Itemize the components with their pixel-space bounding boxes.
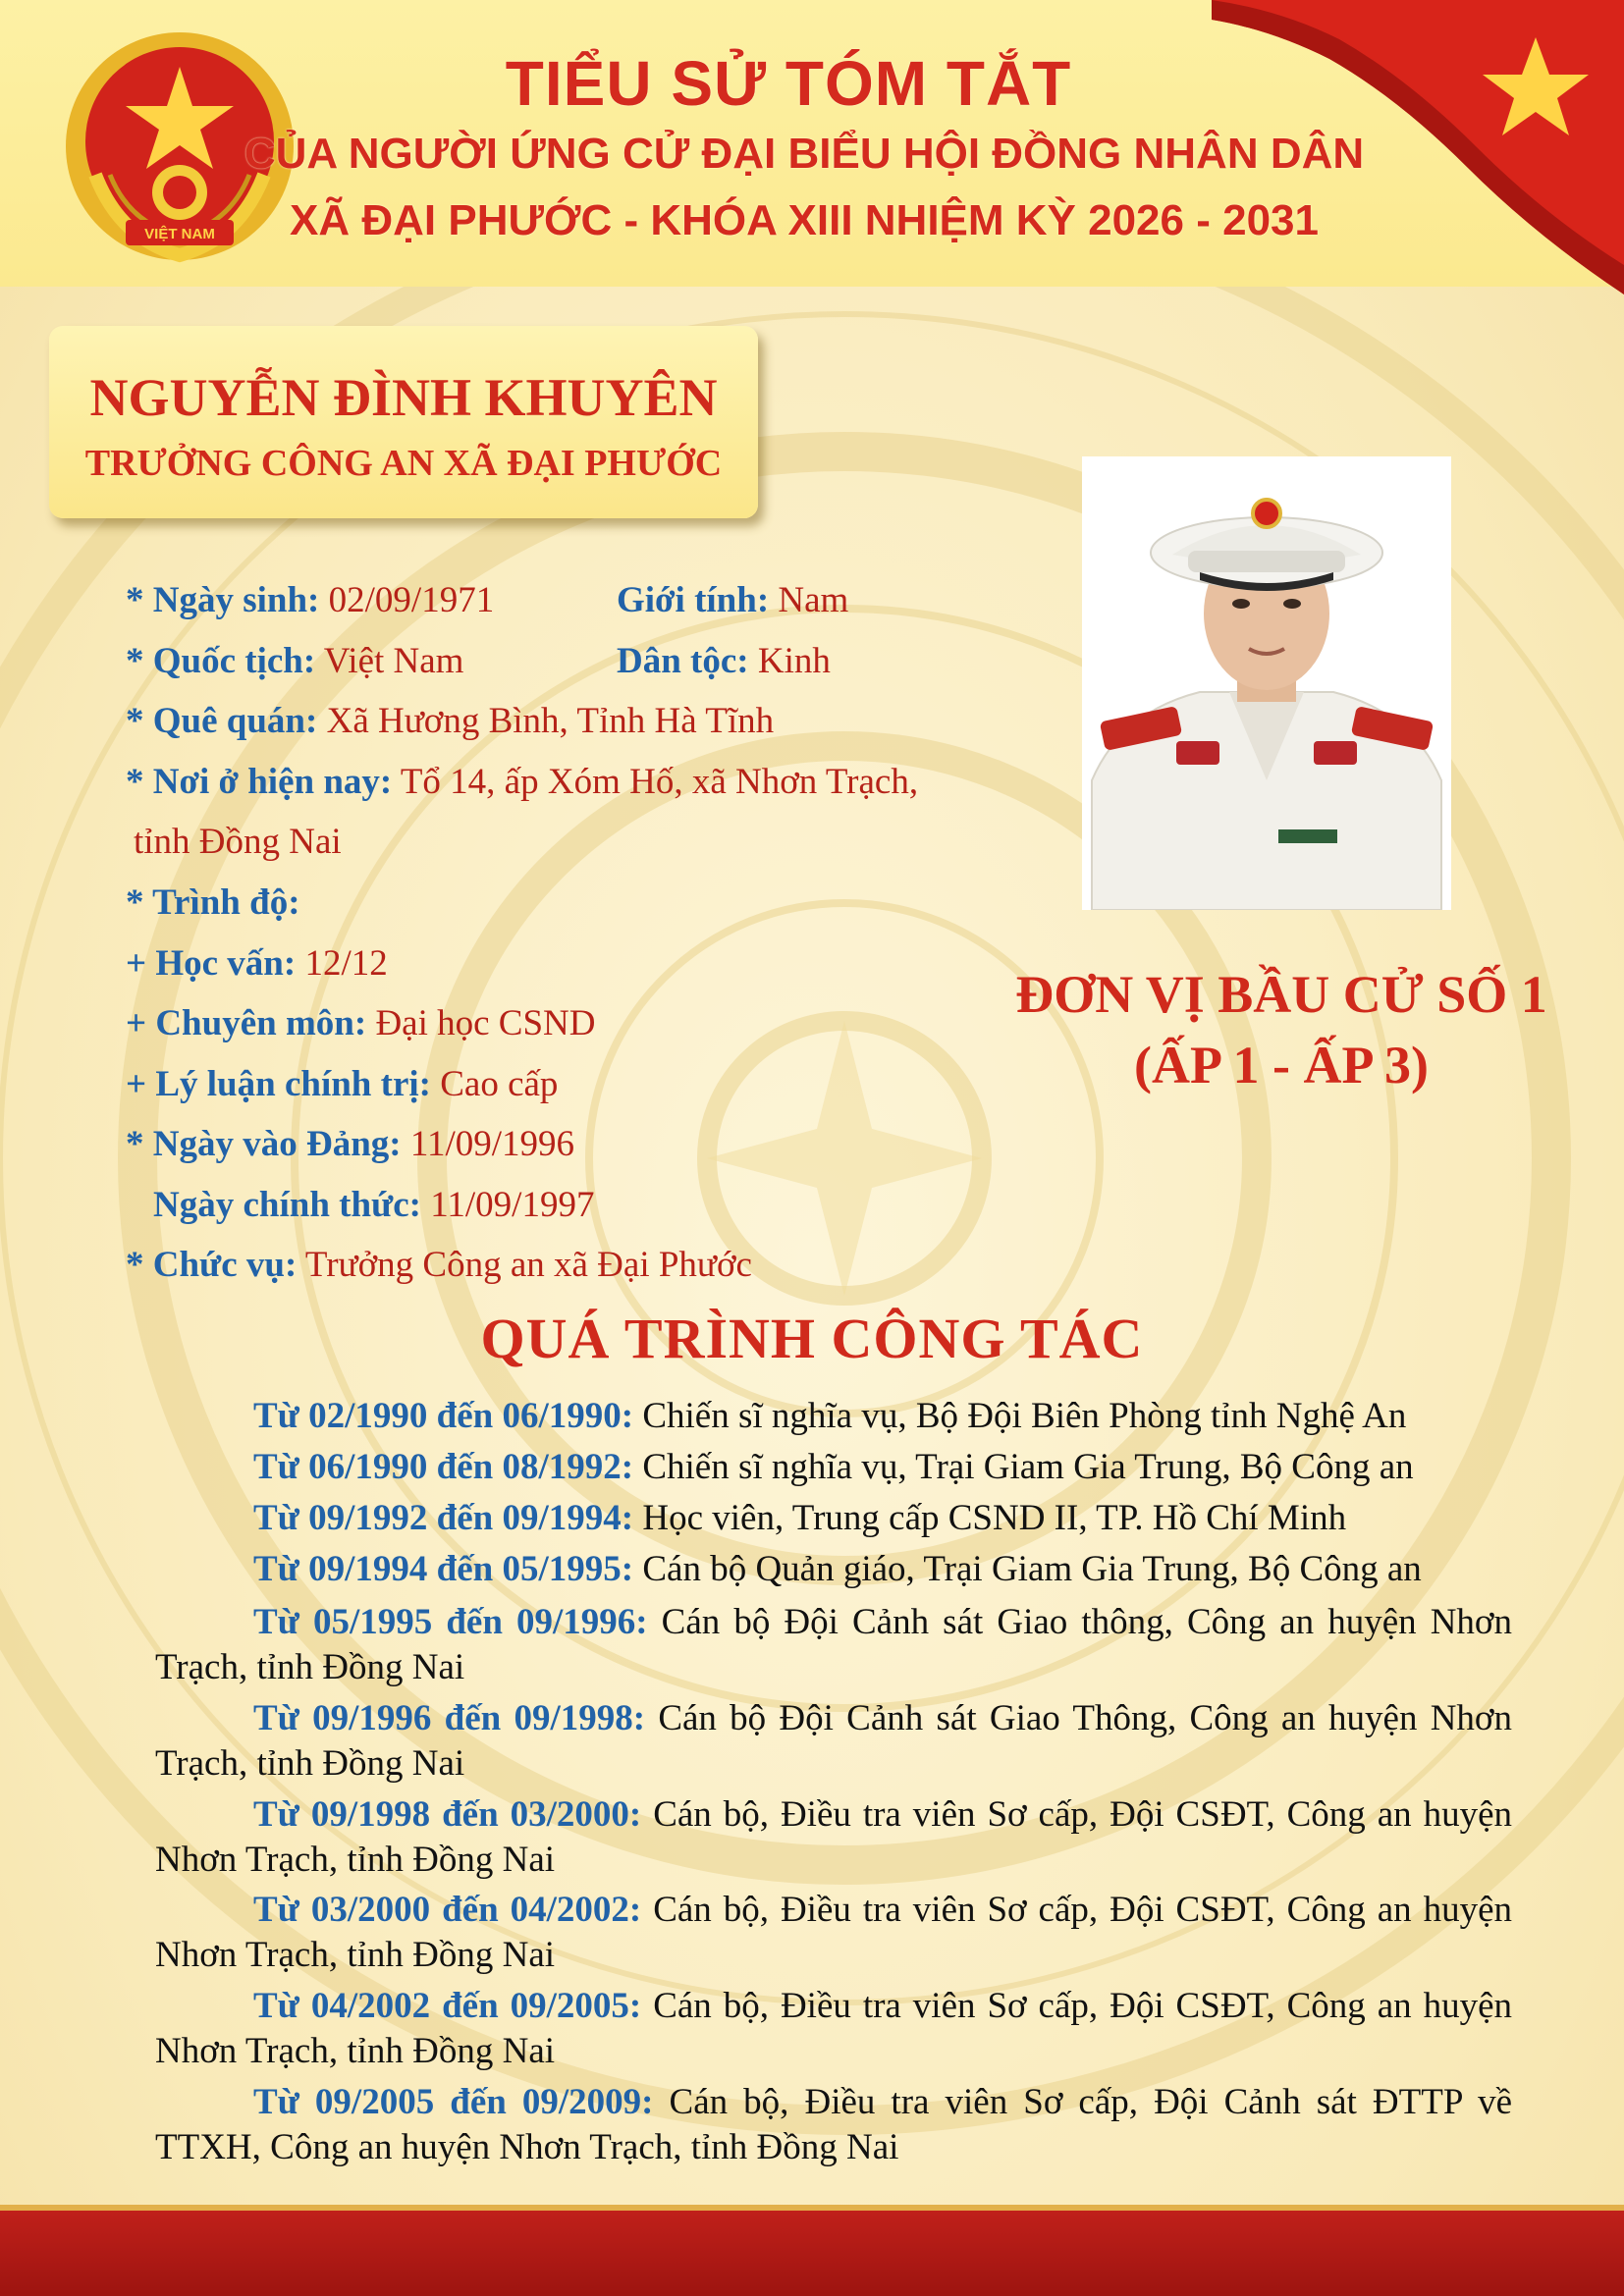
emblem-text: VIỆT NAM	[144, 226, 215, 242]
hometown-value: Xã Hương Bình, Tỉnh Hà Tĩnh	[326, 701, 775, 741]
electoral-unit-subtitle: (ẤP 1 - ẤP 3)	[1134, 1036, 1429, 1095]
gender-value: Nam	[778, 580, 849, 620]
header-subtitle-1: CỦA NGƯỜI ỨNG CỬ ĐẠI BIỂU HỘI ĐỒNG NHÂN DÂN	[244, 130, 1365, 178]
residence-value-2: tỉnh Đồng Nai	[134, 822, 342, 862]
info-row-ethnicity	[617, 640, 831, 682]
info-row-level	[126, 881, 300, 924]
work-item: Từ 09/1998 đến 03/2000: Cán bộ, Điều tra viên Sơ cấp, Đội CSĐT, Công an huyện Nhơn Trạch, tỉnh Đồng Nai	[155, 1794, 1513, 1880]
info-row-hometown	[126, 700, 774, 742]
candidate-name: NGUYỄN ĐÌNH KHUYÊN	[89, 368, 718, 427]
work-item: Từ 04/2002 đến 09/2005: Cán bộ, Điều tra viên Sơ cấp, Đội CSĐT, Công an huyện Nhơn Trạch, tỉnh Đồng Nai	[155, 1986, 1513, 2071]
work-item: Từ 02/1990 đến 06/1990: Chiến sĩ nghĩa vụ, Bộ Đội Biên Phòng tỉnh Nghệ An	[253, 1396, 1407, 1436]
education-value: 12/12	[304, 943, 388, 984]
nationality-value: Việt Nam	[323, 641, 464, 681]
info-row-nationality	[126, 640, 463, 682]
work-item: Từ 09/2005 đến 09/2009: Cán bộ, Điều tra viên Sơ cấp, Đội Cảnh sát ĐTTP về TTXH, Công an huyện Nhơn Trạch, tỉnh Đồng Nai	[155, 2082, 1513, 2167]
party-label: * Ngày vào Đảng:	[126, 1124, 402, 1164]
footer-band	[0, 2211, 1624, 2296]
nationality-label: * Quốc tịch:	[126, 641, 316, 681]
info-row-politics	[126, 1063, 558, 1105]
work-item: Từ 09/1994 đến 05/1995: Cán bộ Quản giáo, Trại Giam Gia Trung, Bộ Công an	[253, 1549, 1422, 1589]
candidate-position: TRƯỞNG CÔNG AN XÃ ĐẠI PHƯỚC	[84, 443, 723, 484]
electoral-unit-title: ĐƠN VỊ BẦU CỬ SỐ 1	[1015, 965, 1547, 1024]
level-label: * Trình độ:	[126, 882, 300, 923]
ethnicity-value: Kinh	[757, 641, 831, 681]
header-subtitle-2: XÃ ĐẠI PHƯỚC - KHÓA XIII NHIỆM KỲ 2026 - 2031	[290, 196, 1319, 244]
candidate-portrait	[1082, 456, 1451, 910]
work-item: Từ 06/1990 đến 08/1992: Chiến sĩ nghĩa vụ, Trại Giam Gia Trung, Bộ Công an	[253, 1447, 1414, 1487]
info-row-role	[126, 1244, 752, 1286]
education-label: + Học vấn:	[126, 943, 297, 984]
info-row-residence	[126, 761, 918, 803]
specialty-label: + Chuyên môn:	[126, 1003, 367, 1043]
specialty-value: Đại học CSND	[375, 1003, 596, 1043]
official-label: Ngày chính thức:	[153, 1185, 422, 1225]
header-title: TIỂU SỬ TÓM TẮT	[505, 48, 1072, 119]
residence-value: Tổ 14, ấp Xóm Hố, xã Nhơn Trạch,	[400, 762, 919, 802]
politics-label: + Lý luận chính trị:	[126, 1064, 431, 1104]
info-row-official	[153, 1184, 594, 1226]
info-row-education	[126, 942, 388, 985]
candidate-name-box	[49, 326, 758, 518]
dob-value: 02/09/1971	[328, 580, 495, 620]
info-row-specialty	[126, 1002, 595, 1044]
gender-label: Giới tính:	[617, 580, 770, 620]
residence-label: * Nơi ở hiện nay:	[126, 762, 393, 802]
info-row-gender	[617, 579, 848, 621]
info-row-party	[126, 1123, 574, 1165]
role-value: Trưởng Công an xã Đại Phước	[304, 1245, 752, 1285]
party-value: 11/09/1996	[409, 1124, 575, 1164]
info-row-dob	[126, 579, 494, 621]
work-item: Từ 09/1996 đến 09/1998: Cán bộ Đội Cảnh sát Giao Thông, Công an huyện Nhơn Trạch, tỉnh Đồng Nai	[155, 1698, 1513, 1784]
work-item: Từ 09/1992 đến 09/1994: Học viên, Trung cấp CSND II, TP. Hồ Chí Minh	[253, 1498, 1347, 1538]
work-history-title: QUÁ TRÌNH CÔNG TÁC	[480, 1307, 1144, 1370]
work-item: Từ 03/2000 đến 04/2002: Cán bộ, Điều tra viên Sơ cấp, Đội CSĐT, Công an huyện Nhơn Trạch, tỉnh Đồng Nai	[155, 1890, 1513, 1975]
politics-value: Cao cấp	[440, 1064, 559, 1104]
dob-label: * Ngày sinh:	[126, 580, 320, 620]
ethnicity-label: Dân tộc:	[617, 641, 749, 681]
hometown-label: * Quê quán:	[126, 701, 318, 741]
official-value: 11/09/1997	[430, 1185, 595, 1225]
role-label: * Chức vụ:	[126, 1245, 298, 1285]
info-row-residence-2	[134, 821, 342, 863]
work-item: Từ 05/1995 đến 09/1996: Cán bộ Đội Cảnh sát Giao thông, Công an huyện Nhơn Trạch, tỉnh Đồng Nai	[155, 1602, 1512, 1687]
